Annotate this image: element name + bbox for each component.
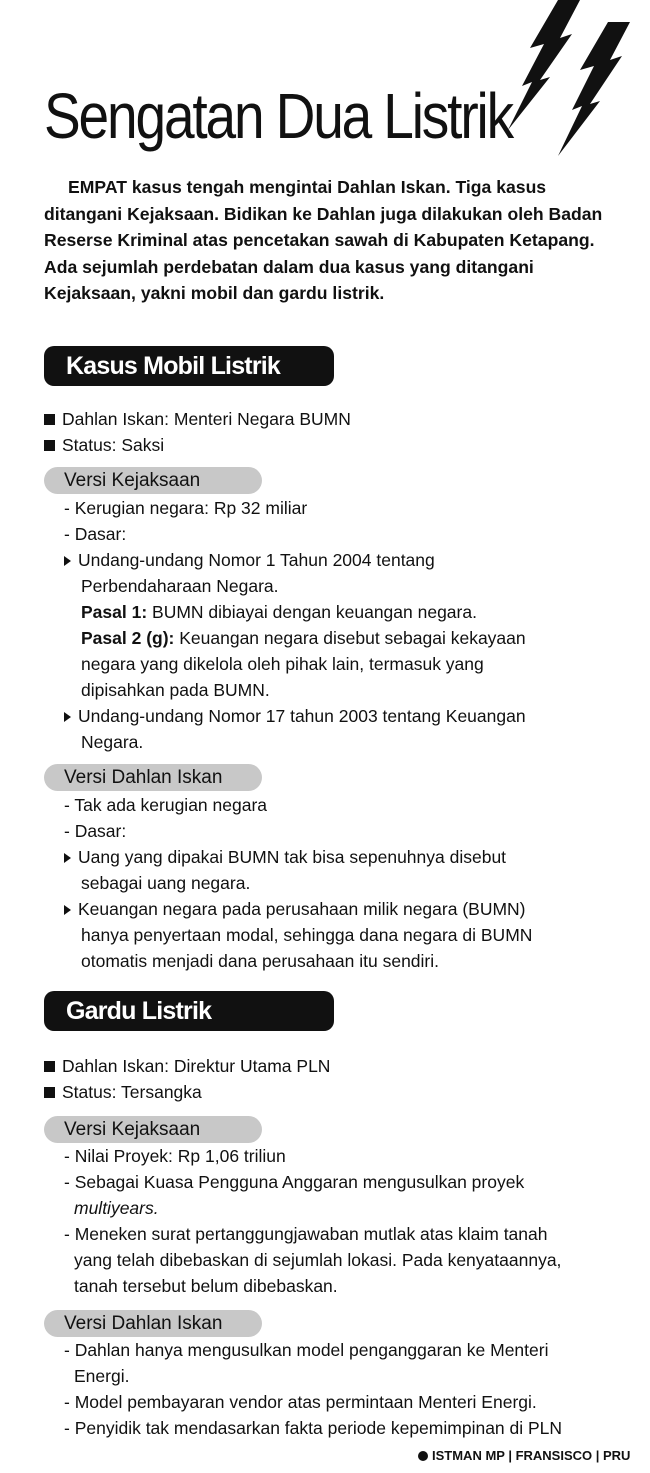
bullet-dot-icon	[418, 1451, 428, 1461]
case2-sptjm-line: - Meneken surat pertanggungjawaban mutlak atas klaim tanah	[64, 1224, 548, 1244]
arrow-bullet-icon	[64, 853, 71, 863]
case1-status-row: Status: Saksi	[44, 432, 164, 458]
case2-dahlan-line1: - Dahlan hanya mengusulkan model penganggaran ke Menteri	[64, 1340, 549, 1360]
case1-minister-row: Dahlan Iskan: Menteri Negara BUMN	[44, 406, 351, 432]
case2-kpa-line: - Sebagai Kuasa Pengguna Anggaran mengusulkan proyek	[64, 1172, 525, 1192]
case1-dahlan-item-1-cont: sebagai uang negara.	[81, 873, 251, 893]
case2-sptjm-line-cont: yang telah dibebaskan di sejumlah lokasi. Pada kenyataannya,	[74, 1250, 562, 1270]
subheading-versi-kejaksaan: Versi Kejaksaan	[44, 467, 262, 494]
case2-dahlan-line3: - Penyidik tak mendasarkan fakta periode kepemimpinan di PLN	[64, 1418, 563, 1438]
case2-kpa-line-cont: multiyears.	[74, 1198, 159, 1218]
subheading-versi-kejaksaan-2: Versi Kejaksaan	[44, 1116, 262, 1143]
case1-basis-line: - Dasar:	[64, 524, 127, 544]
page-title: Sengatan Dua Listrik	[44, 80, 512, 152]
case1-pasal-2: Pasal 2 (g): Keuangan negara disebut sebagai kekayaan	[81, 628, 526, 648]
case1-pasal-2-cont: negara yang dikelola oleh pihak lain, termasuk yang	[81, 654, 484, 674]
case2-dahlan-line1-cont: Energi.	[74, 1366, 130, 1386]
arrow-bullet-icon	[64, 556, 71, 566]
case1-dahlan-line2: - Dasar:	[64, 821, 127, 841]
case1-dahlan-line1: - Tak ada kerugian negara	[64, 795, 268, 815]
section-heading-gardu-listrik: Gardu Listrik	[44, 991, 334, 1031]
case1-dahlan-item-2-cont2: otomatis menjadi dana perusahaan itu sendiri.	[81, 951, 439, 971]
case1-loss-line: - Kerugian negara: Rp 32 miliar	[64, 498, 308, 518]
case2-project-value: - Nilai Proyek: Rp 1,06 triliun	[64, 1146, 286, 1166]
section-heading-mobil-listrik: Kasus Mobil Listrik	[44, 346, 334, 386]
case1-dahlan-item-1: Uang yang dipakai BUMN tak bisa sepenuhnya disebut	[64, 844, 506, 870]
arrow-bullet-icon	[64, 712, 71, 722]
case1-dahlan-item-2: Keuangan negara pada perusahaan milik negara (BUMN)	[64, 896, 526, 922]
case1-pasal-2-cont2: dipisahkan pada BUMN.	[81, 680, 270, 700]
square-bullet-icon	[44, 440, 55, 451]
case1-pasal-1: Pasal 1: BUMN dibiayai dengan keuangan negara.	[81, 602, 477, 622]
credit-line: ISTMAN MP | FRANSISCO | PRU	[418, 1448, 630, 1463]
case2-minister-row: Dahlan Iskan: Direktur Utama PLN	[44, 1053, 330, 1079]
intro-paragraph: EMPAT kasus tengah mengintai Dahlan Iskan. Tiga kasus ditangani Kejaksaan. Bidikan ke Dahlan juga dilakukan oleh Badan Reserse Kriminal atas pencetakan sawah di Kabupaten Ketapang. Ada sejumlah perdebatan dalam dua kasus yang ditangani Kejaksaan, yakni mobil dan gardu listrik.	[44, 177, 603, 303]
case1-law-item-2-cont: Negara.	[81, 732, 144, 752]
square-bullet-icon	[44, 1087, 55, 1098]
arrow-bullet-icon	[64, 905, 71, 915]
subheading-versi-dahlan-2: Versi Dahlan Iskan	[44, 1310, 262, 1337]
case2-sptjm-line-cont2: tanah tersebut belum dibebaskan.	[74, 1276, 338, 1296]
subheading-versi-dahlan: Versi Dahlan Iskan	[44, 764, 262, 791]
case1-law-item-1: Undang-undang Nomor 1 Tahun 2004 tentang	[64, 547, 435, 573]
square-bullet-icon	[44, 1061, 55, 1072]
case2-status-row: Status: Tersangka	[44, 1079, 202, 1105]
case1-law-item-2: Undang-undang Nomor 17 tahun 2003 tentang Keuangan	[64, 703, 526, 729]
square-bullet-icon	[44, 414, 55, 425]
case1-law-item-1-cont: Perbendaharaan Negara.	[81, 576, 279, 596]
lightning-icon	[500, 0, 650, 160]
case2-dahlan-line2: - Model pembayaran vendor atas permintaan Menteri Energi.	[64, 1392, 537, 1412]
case1-dahlan-item-2-cont: hanya penyertaan modal, sehingga dana negara di BUMN	[81, 925, 533, 945]
